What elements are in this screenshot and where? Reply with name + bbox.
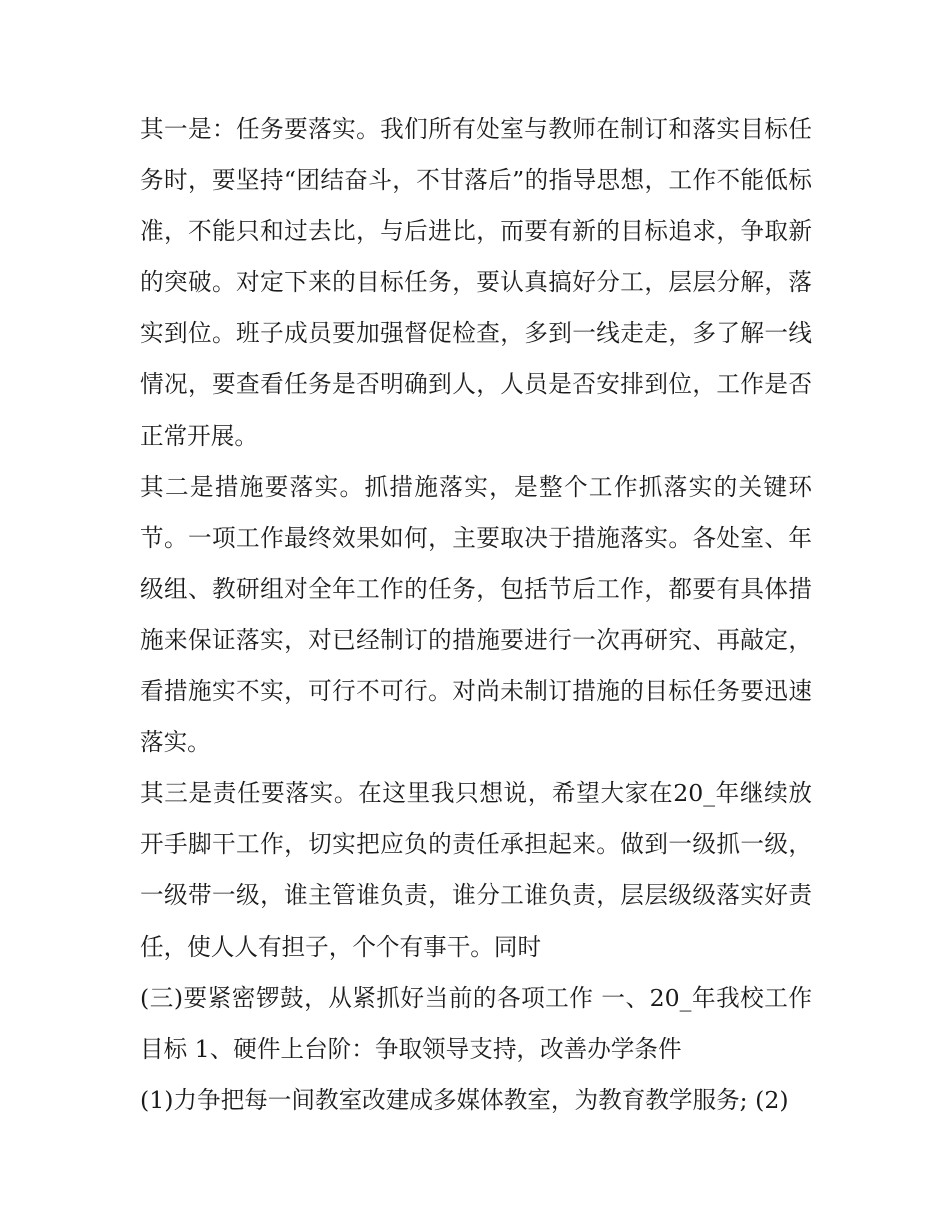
paragraph-task-implementation: 其一是：任务要落实。我们所有处室与教师在制订和落实目标任务时，要坚持“团结奋斗，不甘落后”的指导思想，工作不能低标准，不能只和过去比，与后进比，而要有新的目标追求，争取新的突破。对定下来的目标任务，要认真搞好分工，层层分解，落实到位。班子成员要加强督促检查，多到一线走走，多了解一线情况，要查看任务是否明确到人，人员是否安排到位，工作是否正常开展。 bbox=[140, 115, 812, 450]
paragraph-responsibility-implementation: 其三是责任要落实。在这里我只想说，希望大家在20_年继续放开手脚干工作，切实把应负的责任承担起来。做到一级抓一级，一级带一级，谁主管谁负责，谁分工谁负责，层层级级落实好责任，使人人有担子，个个有事干。同时 bbox=[140, 779, 812, 961]
paragraph-measures-implementation: 其二是措施要落实。抓措施落实，是整个工作抓落实的关键环节。一项工作最终效果如何，主要取决于措施落实。各处室、年级组、教研组对全年工作的任务，包括节后工作，都要有具体措施来保证落实，对已经制订的措施要进行一次再研究、再敲定，看措施实不实，可行不可行。对尚未制订措施的目标任务要迅速落实。 bbox=[140, 472, 812, 757]
paragraph-multimedia-classroom: (1)力争把每一间教室改建成多媒体教室，为教育教学服务; (2) bbox=[140, 1085, 789, 1114]
document-body bbox=[140, 104, 812, 1126]
paragraph-current-work-and-goals: (三)要紧密锣鼓，从紧抓好当前的各项工作 一、20_年我校工作目标 1、硬件上台阶：争取领导支持，改善办学条件 bbox=[140, 983, 812, 1063]
